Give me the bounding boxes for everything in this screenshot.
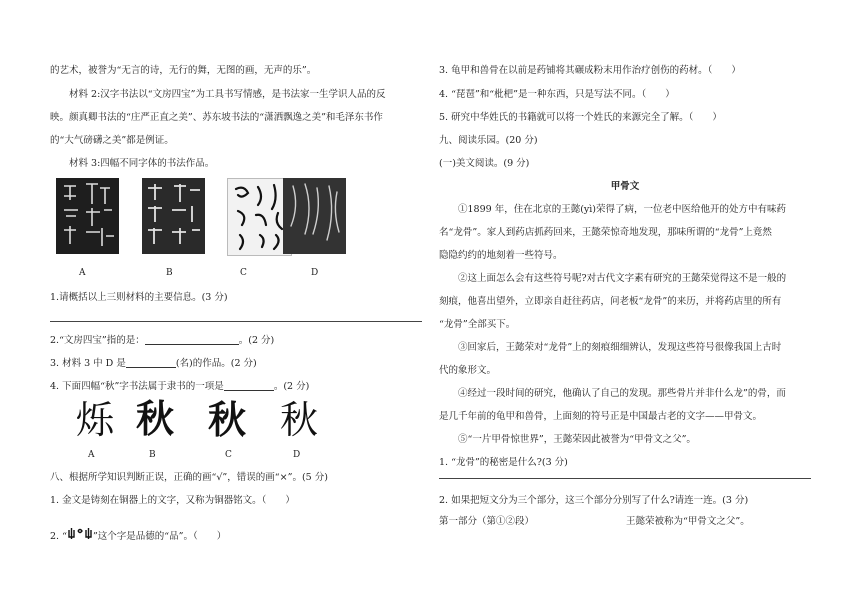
question-1: 1.请概括以上三则材料的主要信息。(3 分) (50, 292, 228, 303)
judge-item-1: 1. 金文是铸刻在铜器上的文字，又称为铜器铭文。（ ） (50, 495, 295, 506)
article-title: 甲骨文 (610, 181, 640, 192)
work-label-d: D (311, 268, 319, 278)
qiu-label-a: A (88, 450, 95, 460)
qiu-label-d: D (293, 450, 301, 460)
para-1-line3: 隐隐约约的地刻着一些符号。 (439, 250, 563, 261)
para-4-line2: 是几千年前的龟甲和兽骨，上面刻的符号正是中国最古老的文字——甲骨文。 (439, 411, 763, 422)
calligraphy-work-a (56, 178, 119, 254)
judge-item-4: 4. “琵琶”和“枇杷”是一种东西，只是写法不同。（ ） (439, 89, 675, 100)
work-label-c: C (240, 268, 247, 278)
para-2-line1: ②这上面怎么会有这些符号呢?对古代文字素有研究的王懿荣觉得这不是一般的 (458, 273, 787, 284)
answer-line-1[interactable] (50, 321, 422, 322)
material2-line1: 材料 2:汉字书法以“文房四宝”为工具书写情感，是书法家一生学识人品的反 (69, 89, 386, 100)
subsection-heading: (一)美文阅读。(9 分) (439, 158, 530, 169)
answer-blank-3[interactable] (126, 357, 176, 368)
qiu-glyph-d: 秋 (280, 398, 319, 442)
para-1-line1: ①1899 年，住在北京的王懿(yì)荣得了病，一位老中医给他开的处方中有味药 (458, 204, 787, 215)
calligraphy-work-d (283, 178, 346, 254)
pin-glyph-image (67, 527, 93, 541)
para-2-line3: “龙骨”全部买下。 (439, 319, 516, 330)
material2-line3: 的“大气磅礴之美”都是例证。 (50, 135, 174, 146)
work-label-a: A (79, 268, 86, 278)
answer-line-reading-1[interactable] (439, 478, 811, 479)
answer-blank-4[interactable] (224, 380, 274, 391)
reading-question-1: 1. “龙骨”的秘密是什么?(3 分) (439, 457, 568, 468)
qiu-label-b: B (149, 450, 156, 460)
reading-question-2: 2. 如果把短文分为三个部分，这三个部分分别写了什么?请连一连。(3 分) (439, 495, 749, 506)
part-1-label: 第一部分（第①②段） (439, 516, 535, 527)
section-9-heading: 九、阅读乐园。(20 分) (439, 135, 538, 146)
material2-line2: 映。颜真卿书法的“庄严正直之美”、苏东坡书法的“潇洒飘逸之美”和毛泽东书作 (50, 112, 383, 123)
qiu-glyph-a: 烁 (76, 398, 113, 442)
judge-item-2: 2. “ ”这个字是品德的“品”。（ ） (50, 527, 226, 544)
question-4: 4. 下面四幅“秋”字书法属于隶书的一项是 。(2 分) (50, 381, 310, 392)
question-2: 2.“文房四宝”指的是： 。(2 分) (50, 335, 275, 346)
work-label-b: B (166, 268, 173, 278)
judge-item-5: 5. 研究中华姓氏的书籍就可以将一个姓氏的来源完全了解。（ ） (439, 112, 722, 123)
part-1-description: 王懿荣被称为“甲骨文之父”。 (626, 516, 750, 527)
calligraphy-work-b (142, 178, 205, 254)
para-5: ⑤“一片甲骨惊世界”，王懿荣因此被誉为“甲骨文之父”。 (458, 434, 696, 445)
para-1-line2: 名“龙骨”。家人到药店抓药回来，王懿荣惊奇地发现，那味所谓的“龙骨”上竟然 (439, 227, 772, 238)
qiu-label-c: C (225, 450, 232, 460)
answer-blank-2[interactable] (145, 334, 239, 345)
qiu-glyph-c: 秋 (208, 398, 247, 442)
para-3-line1: ③回家后，王懿荣对“龙骨”上的刻痕细细辨认，发现这些符号很像我国上古时 (458, 342, 782, 353)
material3-line: 材料 3:四幅不同字体的书法作品。 (69, 158, 215, 169)
para-4-line1: ④经过一段时间的研究，他确认了自己的发现。那些骨片并非什么龙”的骨，而 (458, 388, 786, 399)
para-3-line2: 代的象形文。 (439, 365, 497, 376)
question-3: 3. 材料 3 中 D 是 (名)的作品。(2 分) (50, 358, 257, 369)
para-2-line2: 刻痕，他喜出望外，立即亲自赶往药店，问老板“龙骨”的来历，并将药店里的所有 (439, 296, 782, 307)
section-8-heading: 八、根据所学知识判断正误，正确的画“√”，错误的画“×”。(5 分) (50, 472, 328, 483)
qiu-glyph-b: 秋 (136, 399, 175, 441)
judge-item-3: 3. 龟甲和兽骨在以前是药铺将其碾成粉末用作治疗创伤的药材。（ ） (439, 65, 741, 76)
material1-tail: 的艺术，被誉为“无言的诗，无行的舞，无图的画，无声的乐”。 (50, 65, 317, 76)
